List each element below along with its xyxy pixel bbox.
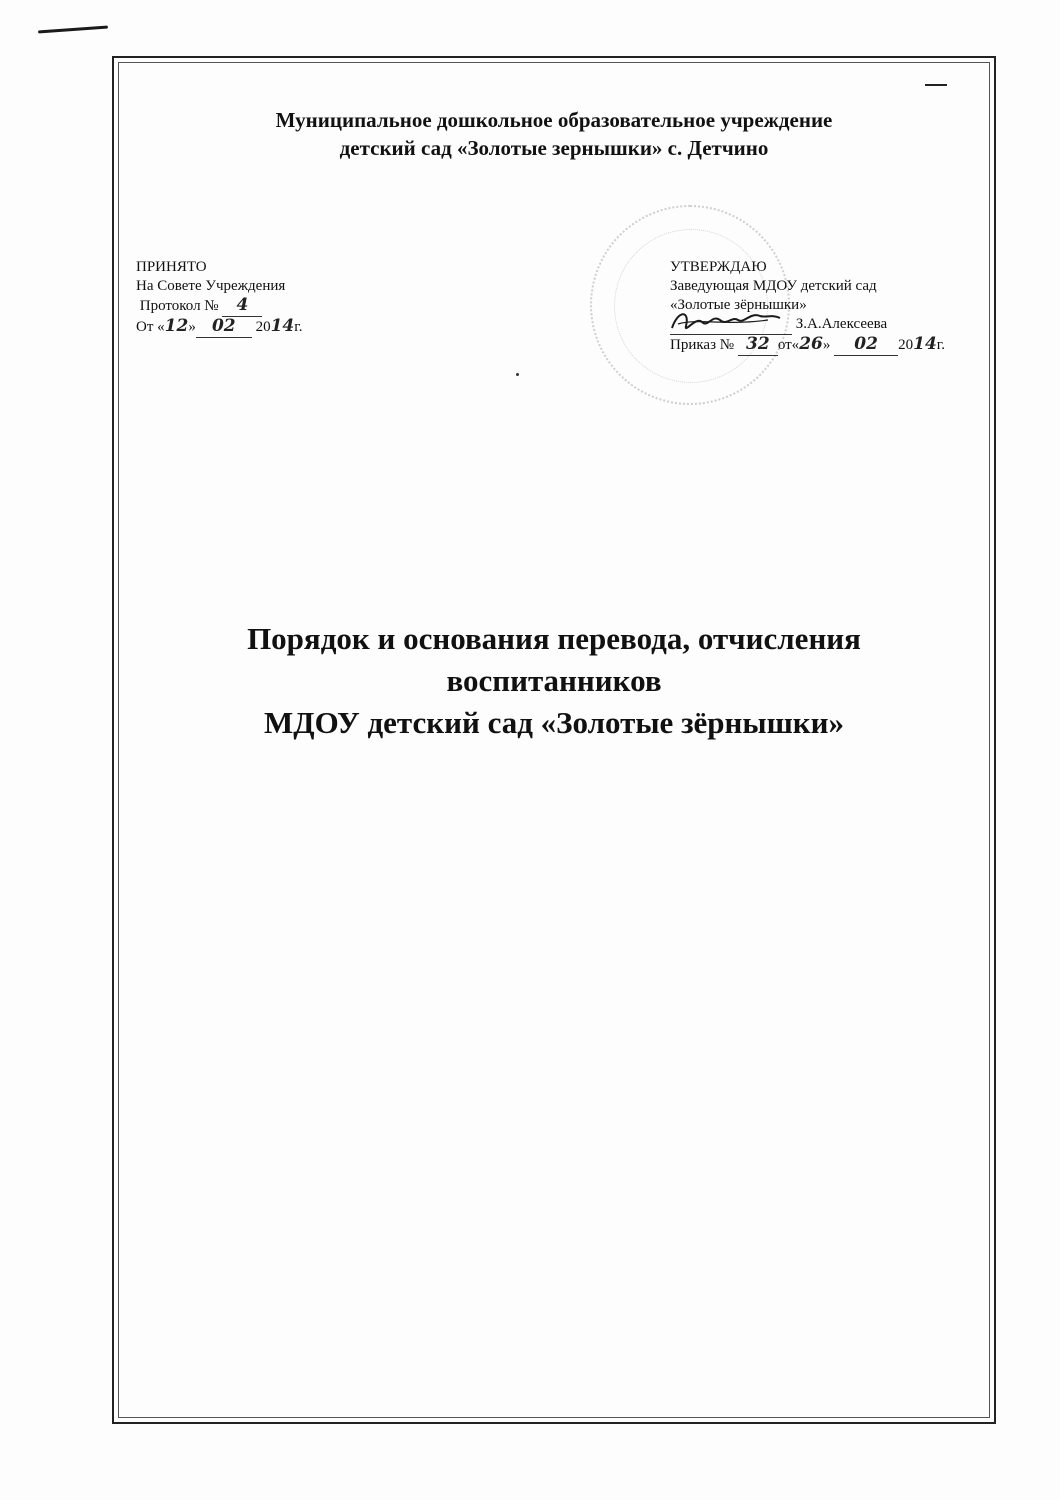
title-line-2: воспитанников — [446, 663, 662, 698]
order-day: 26 — [799, 334, 823, 354]
order-month: 02 — [854, 334, 878, 354]
accepted-block — [136, 258, 396, 338]
date-month: 02 — [211, 316, 236, 336]
order-month-field — [834, 335, 898, 356]
accepted-heading: ПРИНЯТО — [136, 259, 207, 275]
order-from: от« — [777, 337, 800, 353]
institution-line-1: Муниципальное дошкольное образовательное учреждение — [275, 108, 833, 132]
protocol-number-field — [222, 296, 262, 317]
document-title — [130, 618, 978, 744]
approved-org: «Золотые зёрнышки» — [670, 297, 807, 313]
protocol-number: 4 — [236, 295, 249, 315]
date-prefix: От « — [136, 319, 165, 335]
order-line — [670, 335, 990, 356]
date-year-prefix: 20 — [255, 319, 271, 335]
order-suffix: г. — [936, 337, 945, 353]
order-number: 32 — [745, 334, 770, 354]
institution-line-2: детский сад «Золотые зернышки» с. Детчино — [339, 136, 769, 160]
approved-position: Заведующая МДОУ детский сад — [670, 278, 877, 294]
approved-name: З.А.Алексеева — [795, 316, 888, 332]
order-year: 14 — [913, 334, 937, 354]
date-mid: » — [188, 319, 196, 335]
date-month-field — [196, 317, 252, 338]
scan-artifact — [516, 373, 519, 376]
date-year: 14 — [270, 316, 295, 336]
order-number-field — [738, 335, 778, 356]
protocol-label: Протокол № — [139, 298, 219, 314]
handwritten-signature — [668, 304, 788, 338]
title-line-1: Порядок и основания перевода, отчисления — [247, 621, 861, 656]
accepted-council: На Совете Учреждения — [136, 278, 286, 294]
order-label: Приказ № — [670, 337, 735, 353]
scan-artifact — [38, 26, 108, 34]
order-year-prefix: 20 — [898, 337, 914, 353]
date-day: 12 — [164, 316, 189, 336]
order-mid: » — [822, 337, 831, 353]
protocol-line — [136, 296, 396, 317]
institution-header — [130, 106, 978, 162]
title-line-3: МДОУ детский сад «Золотые зёрнышки» — [264, 705, 844, 740]
accepted-date-line — [136, 317, 396, 338]
approved-heading: УТВЕРЖДАЮ — [670, 259, 767, 275]
date-suffix: г. — [294, 319, 303, 335]
